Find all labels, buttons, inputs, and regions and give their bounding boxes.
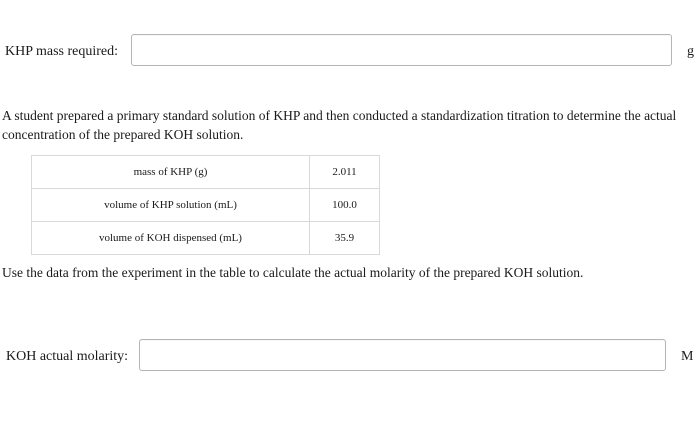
koh-molarity-label: KOH actual molarity: — [6, 349, 129, 364]
khp-mass-label: KHP mass required: — [5, 44, 119, 59]
table-cell-value: 2.011 — [310, 156, 380, 189]
table-cell-value: 100.0 — [310, 189, 380, 222]
intro-paragraph: A student prepared a primary standard solution of KHP and then conducted a standardization titration to determine the actual concentration of the prepared KOH solution. — [2, 108, 677, 142]
table-cell-label: volume of KOH dispensed (mL) — [32, 222, 310, 255]
table-cell-label: mass of KHP (g) — [32, 156, 310, 189]
koh-molarity-input[interactable] — [139, 339, 666, 371]
table-cell-label: volume of KHP solution (mL) — [32, 189, 310, 222]
table-row — [32, 189, 380, 222]
table-cell-value: 35.9 — [310, 222, 380, 255]
experiment-data-table — [31, 155, 380, 255]
table-row — [32, 222, 380, 255]
table-row — [32, 156, 380, 189]
instruction-paragraph: Use the data from the experiment in the table to calculate the actual molarity of the prepared KOH solution. — [2, 265, 584, 280]
khp-mass-unit: g — [687, 44, 694, 59]
khp-mass-input[interactable] — [131, 34, 672, 66]
koh-molarity-unit: M — [681, 349, 694, 364]
